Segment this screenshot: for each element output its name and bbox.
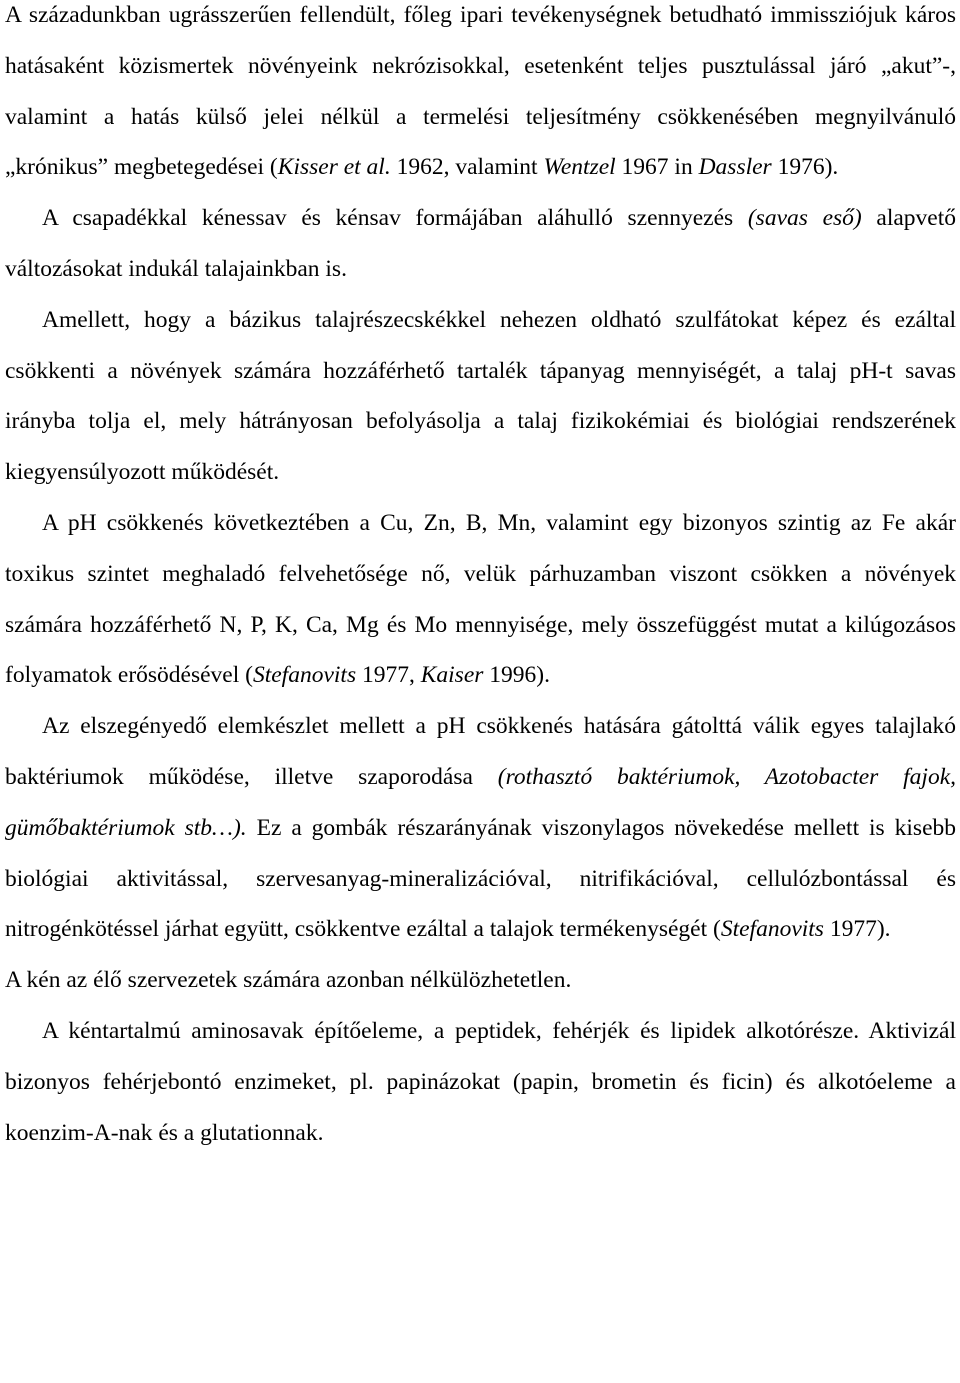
text-run: A kéntartalmú aminosavak építőeleme, a peptidek, fehérjék és lipidek alkotórésze. Aktivizál bizonyos fehérjebontó enzimeket, pl. papinázokat (papin, brometin és ficin) és alkotóeleme a koenzim-A-nak és a glutationnak. xyxy=(5,1017,956,1146)
text-run: A csapadékkal kénessav és kénsav formájában aláhulló szennyezés xyxy=(42,205,748,232)
text-run: 1996). xyxy=(483,662,550,689)
text-run: Ez a gombák részarányának viszonylagos növekedése mellett is kisebb biológiai aktivitással, szervesanyag-mineralizációval, nitrifikációval, cellulózbontással és nitrogénkötéssel járhat együtt, csökkentve ezáltal a talajok termékenységét ( xyxy=(5,814,956,943)
italic-text: Wentzel xyxy=(543,154,616,181)
text-run: 1976). xyxy=(771,154,839,181)
paragraph-7 xyxy=(5,1006,956,1158)
text-run: A századunkban ugrásszerűen fellendült, főleg ipari tevékenységnek betudható immissziójuk káros hatásaként közismertek növényeink nekrózisokkal, esetenként teljes pusztulással járó „akut”-, valamint a hatás külső jelei nélkül a termelési teljesítmény csökkenésében megnyilvánuló „krónikus” megbetegedései ( xyxy=(5,2,956,181)
text-run: A kén az élő szervezetek számára azonban nélkülözhetetlen. xyxy=(5,967,572,994)
text-run: 1967 in xyxy=(615,154,699,181)
italic-text: Stefanovits xyxy=(720,916,824,943)
paragraph-4 xyxy=(5,498,956,701)
text-run: alapvető változásokat indukál talajainkban is. xyxy=(5,205,956,282)
paragraph-2 xyxy=(5,193,956,295)
text-run: A pH csökkenés következtében a Cu, Zn, B, Mn, valamint egy bizonyos szintig az Fe akár toxikus szintet meghaladó felvehetősége nő, velük párhuzamban viszont csökken a növények számára hozzáférhető N, P, K, Ca, Mg és Mo mennyisége, mely összefüggést mutat a kilúgozásos folyamatok erősödésével ( xyxy=(5,509,956,689)
italic-text: (savas eső) xyxy=(747,205,862,232)
text-run: Amellett, hogy a bázikus talajrészecskékkel nehezen oldható szulfátokat képez és ezáltal csökkenti a növények számára hozzáférhető tartalék tápanyag mennyiségét, a talaj pH-t savas irányba tolja el, mely hátrányosan befolyásolja a talaj fizikokémiai és biológiai rendszerének kiegyensúlyozott működését. xyxy=(5,306,956,486)
italic-text: Kisser et al. xyxy=(277,154,391,181)
text-run: Az elszegényedő elemkészlet mellett a pH csökkenés hatására gátolttá válik egyes talajlakó baktériumok működése, illetve szaporodása xyxy=(5,713,956,790)
italic-text: (rothasztó baktériumok, Azotobacter fajok, gümőbaktériumok stb…). xyxy=(5,763,957,841)
paragraph-5 xyxy=(5,701,956,955)
paragraph-6 xyxy=(5,955,956,1006)
paragraph-3 xyxy=(5,295,956,498)
italic-text: Stefanovits xyxy=(252,662,357,689)
paragraph-1 xyxy=(5,0,956,193)
italic-text: Dassler xyxy=(698,154,772,181)
text-run: 1962, valamint xyxy=(390,154,544,181)
italic-text: Kaiser xyxy=(420,662,484,689)
text-run: 1977, xyxy=(356,662,421,689)
text-run: 1977). xyxy=(823,916,891,943)
